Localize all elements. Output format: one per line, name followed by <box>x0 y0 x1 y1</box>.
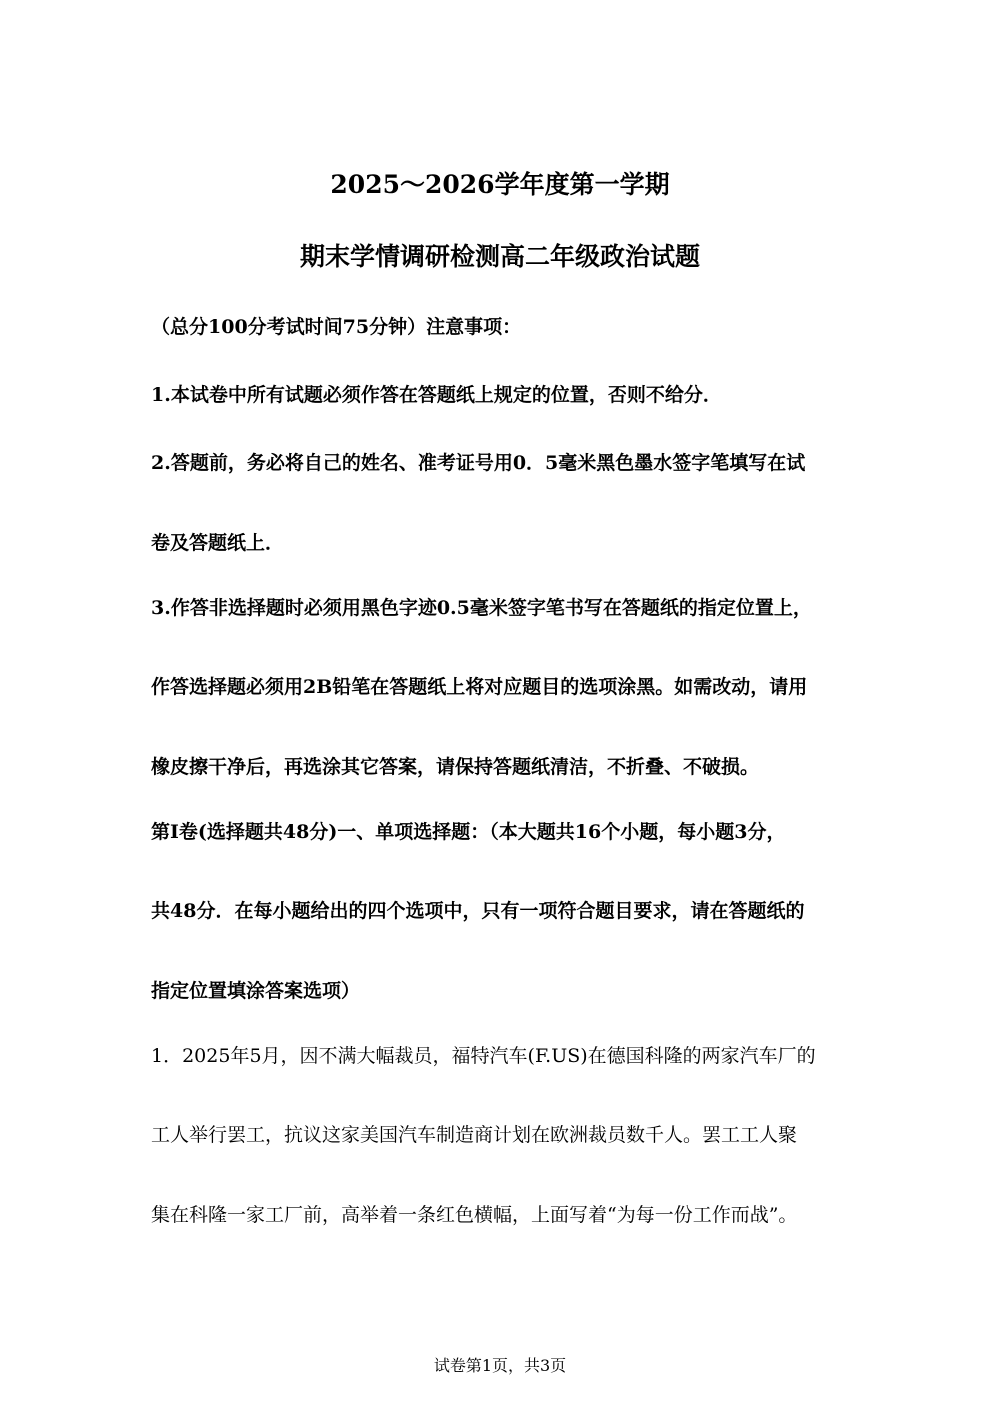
question-1-line1: 1．2025年5月，因不满大幅裁员，福特汽车(F.US)在德国科隆的两家汽车厂的 <box>151 1045 816 1067</box>
notice-item-2-line2: 卷及答题纸上． <box>151 532 285 554</box>
notice-item-3-line2: 作答选择题必须用2B铅笔在答题纸上将对应题目的选项涂黑。如需改动，请用 <box>151 676 808 698</box>
section-heading-line2: 共48分．在每小题给出的四个选项中，只有一项符合题目要求，请在答题纸的 <box>151 900 805 922</box>
question-1-line3: 集在科隆一家工厂前，高举着一条红色横幅，上面写着“为每一份工作而战”。 <box>151 1204 798 1226</box>
page-footer: 试卷第1页，共3页 <box>433 1356 567 1375</box>
notice-item-1: 1.本试卷中所有试题必须作答在答题纸上规定的位置，否则不给分． <box>151 384 722 406</box>
question-1-line2: 工人举行罢工，抗议这家美国汽车制造商计划在欧洲裁员数千人。罢工工人聚 <box>151 1124 798 1146</box>
notice-item-3-line3: 橡皮擦干净后，再选涂其它答案，请保持答题纸清洁，不折叠、不破损。 <box>151 756 760 778</box>
notice-item-3-line1: 3.作答非选择题时必须用黑色字迹0.5毫米签字笔书写在答题纸的指定位置上， <box>151 597 812 619</box>
exam-title-line1: 2025～2026学年度第一学期 <box>330 170 670 199</box>
section-heading-line1: 第Ⅰ卷(选择题共48分)一、单项选择题：（本大题共16个小题，每小题3分， <box>151 821 786 843</box>
notice-intro: （总分100分考试时间75分钟）注意事项： <box>151 316 522 338</box>
section-heading-line3: 指定位置填涂答案选项） <box>151 980 361 1002</box>
exam-title-line2: 期末学情调研检测高二年级政治试题 <box>299 242 700 271</box>
notice-item-2-line1: 2.答题前，务必将自己的姓名、准考证号用0．5毫米黑色墨水签字笔填写在试 <box>151 452 806 474</box>
